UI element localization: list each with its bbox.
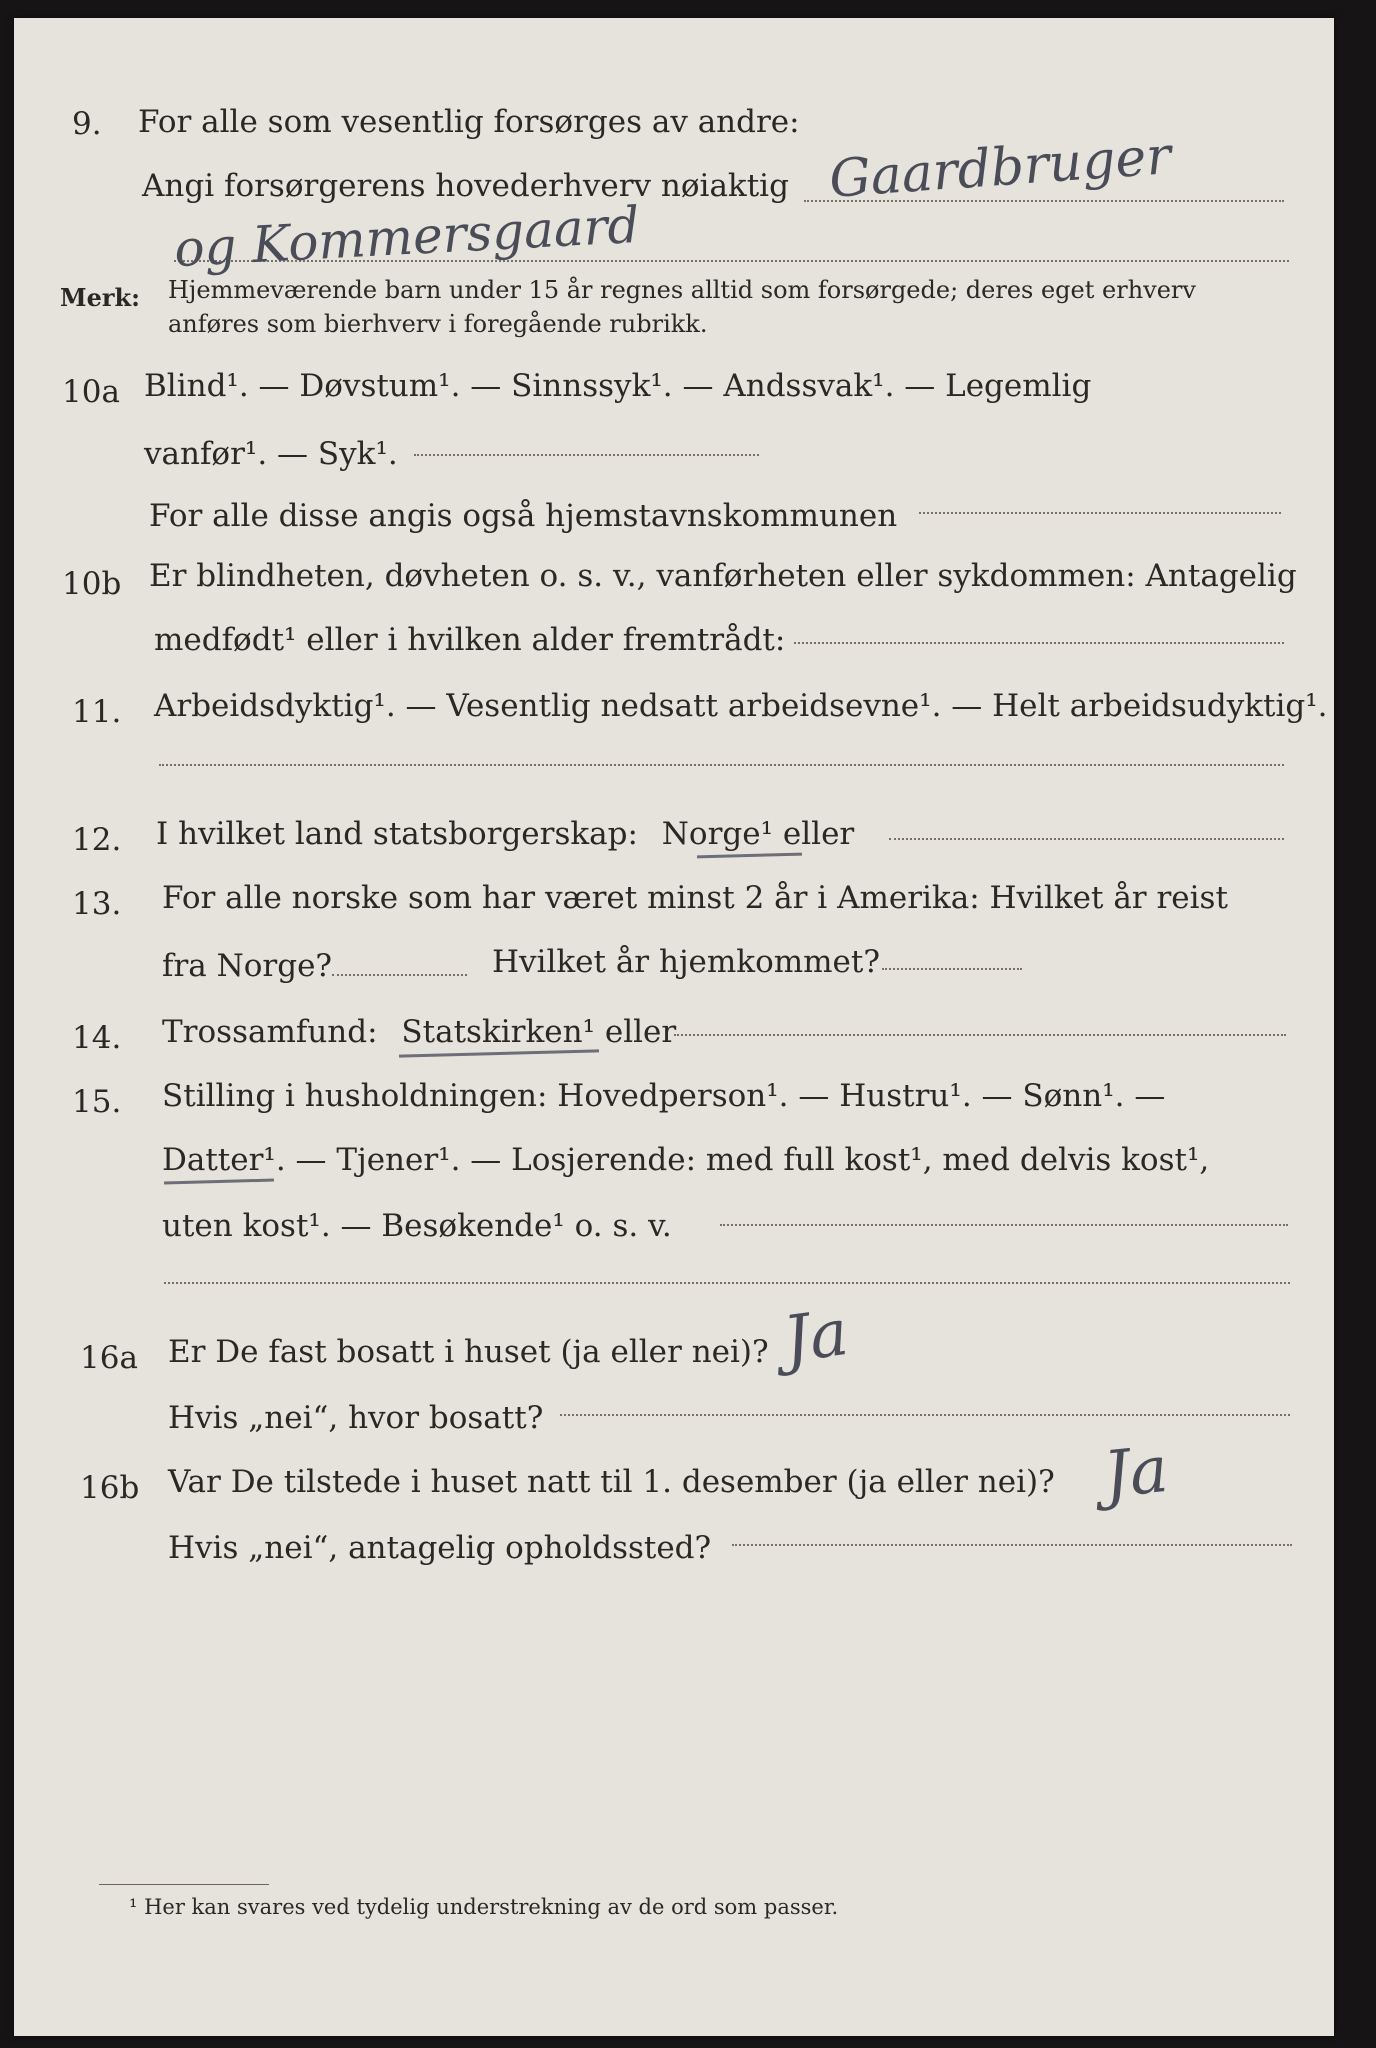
q16a-number: 16a — [80, 1340, 138, 1376]
q9-line2: Angi forsørgerens hovederhverv nøiaktig — [142, 168, 789, 204]
q10b-answer-line[interactable] — [794, 642, 1284, 644]
q15-line1: Stilling i husholdningen: Hovedperson¹. — Hustru¹. — Sønn¹. — — [162, 1078, 1166, 1114]
q16b-handwritten-answer: Ja — [1100, 1432, 1172, 1514]
footnote-rule — [99, 1884, 269, 1885]
q15-line3: uten kost¹. — Besøkende¹ o. s. v. — [162, 1208, 672, 1244]
q15-line2 — [162, 1142, 1209, 1178]
q10a-number: 10a — [62, 374, 120, 410]
q16b-line2: Hvis „nei“, antagelig opholdssted? — [168, 1530, 712, 1566]
q10a-home-municipality-line[interactable] — [919, 512, 1281, 514]
q11-answer-line[interactable] — [159, 764, 1284, 766]
q15-line2-rest: ¹. — Tjener¹. — Losjerende: med full kost¹, med delvis kost¹, — [263, 1142, 1210, 1178]
q13-year-returned-line[interactable] — [882, 968, 1022, 970]
q9-handwritten-answer-1: Gaardbruger — [827, 126, 1173, 210]
q14-statskirken: Statskirken — [401, 1014, 583, 1050]
q16a-line2: Hvis „nei“, hvor bosatt? — [168, 1400, 544, 1436]
q10b-line2: medfødt¹ eller i hvilken alder fremtrådt: — [154, 622, 786, 658]
q12-norge: Norge — [661, 816, 761, 852]
q15-underline-mark — [164, 1179, 274, 1185]
q15-datter: Datter — [162, 1142, 264, 1178]
q10a-answer-line[interactable] — [414, 454, 759, 456]
q12-text — [156, 816, 854, 852]
q11-line1: Arbeidsdyktig¹. — Vesentlig nedsatt arbeidsevne¹. — Helt arbeidsudyktig¹. — [154, 688, 1328, 724]
q15-answer-line1[interactable] — [720, 1224, 1288, 1226]
q13-year-left-line[interactable] — [332, 974, 467, 976]
q11-number: 11. — [72, 694, 122, 730]
q16a-line1: Er De fast bosatt i huset (ja eller nei)? — [168, 1334, 769, 1370]
merk-label: Merk: — [60, 283, 140, 312]
q15-answer-line2[interactable] — [164, 1282, 1290, 1284]
q14-number: 14. — [72, 1020, 122, 1056]
q16b-answer-line[interactable] — [732, 1544, 1292, 1546]
census-form-page — [14, 18, 1334, 2036]
q14-text-after: ¹ eller — [582, 1014, 677, 1050]
q14-answer-line[interactable] — [674, 1034, 1286, 1036]
q12-text-before: I hvilket land statsborgerskap: — [156, 816, 638, 852]
q10a-line1: Blind¹. — Døvstum¹. — Sinnssyk¹. — Andssvak¹. — Legemlig — [144, 368, 1092, 404]
q16b-line1: Var De tilstede i huset natt til 1. desember (ja eller nei)? — [168, 1464, 1055, 1500]
q14-text-before: Trossamfund: — [162, 1014, 378, 1050]
q12-underline-mark — [697, 853, 802, 859]
q16b-number: 16b — [80, 1470, 140, 1506]
q10a-line2: vanfør¹. — Syk¹. — [144, 436, 398, 472]
q12-answer-line[interactable] — [889, 838, 1284, 840]
q9-number: 9. — [72, 106, 102, 142]
q13-line1: For alle norske som har været minst 2 år i Amerika: Hvilket år reist — [162, 880, 1228, 916]
merk-line2: anføres som bierhverv i foregående rubrikk. — [168, 310, 708, 338]
q10b-number: 10b — [62, 566, 122, 602]
q12-number: 12. — [72, 822, 122, 858]
q13-line2b: Hvilket år hjemkommet? — [492, 944, 880, 980]
q15-number: 15. — [72, 1084, 122, 1120]
q10a-line3: For alle disse angis også hjemstavnskommunen — [149, 498, 898, 534]
merk-line1: Hjemmeværende barn under 15 år regnes alltid som forsørgede; deres eget erhverv — [168, 276, 1196, 304]
footnote: ¹ Her kan svares ved tydelig understrekning av de ord som passer. — [129, 1895, 839, 1919]
q14-underline-mark — [399, 1049, 599, 1057]
q16a-handwritten-answer: Ja — [779, 1295, 853, 1379]
q16a-answer-line[interactable] — [560, 1414, 1290, 1416]
q12-text-after: ¹ eller — [760, 816, 855, 852]
q9-line1: For alle som vesentlig forsørges av andre: — [138, 104, 800, 140]
q13-line2a: fra Norge? — [162, 948, 333, 984]
q14-text — [162, 1014, 676, 1050]
q10b-line1: Er blindheten, døvheten o. s. v., vanførheten eller sykdommen: Antagelig — [149, 558, 1297, 594]
q9-handwritten-answer-2: og Kommersgaard — [172, 195, 641, 279]
q13-number: 13. — [72, 886, 122, 922]
